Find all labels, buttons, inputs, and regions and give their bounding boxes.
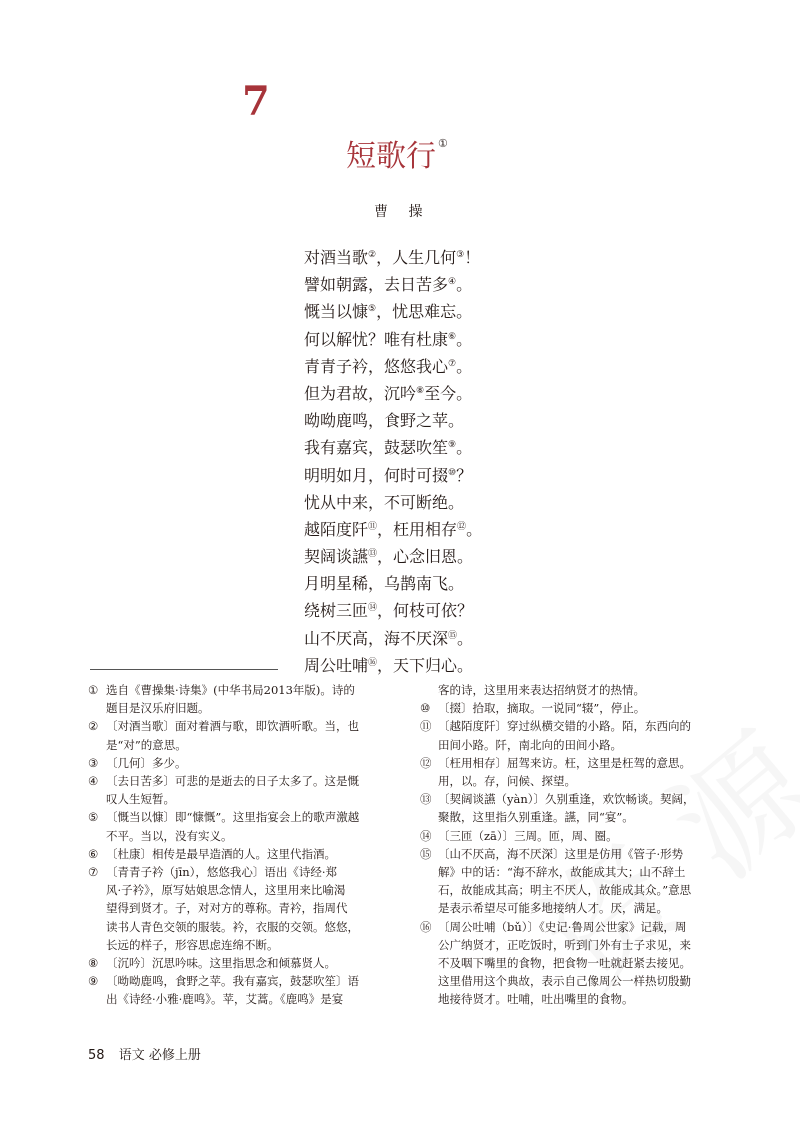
footnote-number: ③ xyxy=(88,755,99,770)
footnote-line xyxy=(420,990,720,1008)
poem-line xyxy=(304,543,482,570)
footnote-number: ⑦ xyxy=(88,865,99,880)
footnote-text: 〔掇〕拾取，摘取。一说同“辍”，停止。 xyxy=(438,701,646,716)
footnote-text: 叹人生短暂。 xyxy=(106,792,175,807)
page-number: 58 xyxy=(88,1048,105,1063)
footnote-line xyxy=(420,863,720,881)
poem-text: 忧从中来，不可断绝。 xyxy=(304,492,465,512)
footnote-line xyxy=(420,790,720,808)
footnote-text: 选自《曹操集·诗集》(中华书局2013年版)。诗的 xyxy=(106,683,355,697)
footnote-text: 〔沉吟〕沉思吟味。这里指思念和倾慕贤人。 xyxy=(106,956,336,971)
footnote-line xyxy=(88,790,378,808)
footnotes-left-column xyxy=(88,681,378,1009)
footnote-text: 客的诗，这里用来表达招纳贤才的热情。 xyxy=(438,683,645,697)
poem-text: 契阔谈讌 xyxy=(304,547,369,567)
footnotes-right-column xyxy=(420,681,720,1009)
footnote-divider xyxy=(90,669,278,670)
poem-text: ，枉用相存 xyxy=(377,519,458,539)
poem-text: ！ xyxy=(464,248,481,267)
footnote-line xyxy=(420,954,720,972)
poem-line xyxy=(304,625,482,652)
footnote-line xyxy=(88,918,378,936)
note-reference-mark: ⑭ xyxy=(368,603,378,614)
footnote-text: 〔呦呦鹿鸣，食野之苹。我有嘉宾，鼓瑟吹笙〕语 xyxy=(106,974,359,989)
poem-text: 何以解忧？唯有杜康 xyxy=(304,329,449,349)
poem-text: 。 xyxy=(456,438,473,458)
footnote-text: 不及咽下嘴里的食物，把食物一吐就赶紧去接见。 xyxy=(438,956,691,971)
footnote-line xyxy=(88,772,378,790)
footnote-number: ⑧ xyxy=(88,956,99,971)
footnote-number: ⑯ xyxy=(420,919,432,934)
footnote-text: 〔对酒当歌〕面对着酒与歌，即饮酒听歌。当，也 xyxy=(106,719,359,734)
footnote-number: ⑭ xyxy=(420,828,432,843)
footnote-text: 聚散，这里指久别重逢。讌，同“宴”。 xyxy=(438,810,634,825)
poem-line xyxy=(304,516,482,543)
poem-line xyxy=(304,462,482,489)
footnote-line xyxy=(420,808,720,826)
poem-line xyxy=(304,326,482,353)
footnote-number: ⑪ xyxy=(420,719,432,734)
footnote-text: 用，以。存，问候、探望。 xyxy=(438,774,576,789)
poem-text: ，人生几何 xyxy=(376,248,457,267)
footnote-text: 〔青青子衿（jīn），悠悠我心〕语出《诗经·郑 xyxy=(106,865,338,880)
poem-line xyxy=(304,407,482,434)
footnote-line xyxy=(420,681,720,699)
footnote-line xyxy=(88,990,378,1008)
footnote-text: 〔杜康〕相传是最早造酒的人。这里代指酒。 xyxy=(106,846,336,861)
poem-text: 我有嘉宾，鼓瑟吹笙 xyxy=(304,438,449,458)
poem-line xyxy=(304,597,482,624)
footnote-line xyxy=(88,936,378,954)
footnote-text: 地接待贤才。吐哺，吐出嘴里的食物。 xyxy=(438,992,634,1007)
footnote-text: 〔三匝（zā）〕三周。匝，周、圈。 xyxy=(438,828,618,843)
poem-line xyxy=(304,434,482,461)
footnote-line xyxy=(88,954,378,972)
footnote-line xyxy=(420,972,720,990)
footnote-text: 是“对”的意思。 xyxy=(106,737,187,752)
poem-line xyxy=(304,570,482,597)
poem-text: 明明如月，何时可掇 xyxy=(304,465,449,485)
footnote-text: 望得到贤才。子，对对方的尊称。青衿，指周代 xyxy=(106,901,348,916)
note-reference-mark: ⑫ xyxy=(457,521,467,532)
note-reference-mark: ⑬ xyxy=(368,549,378,560)
footnote-number: ⑫ xyxy=(420,755,432,770)
page-footer xyxy=(88,1044,201,1063)
title-note-mark: ① xyxy=(438,137,448,150)
footnote-line xyxy=(420,754,720,772)
poem-text: 。 xyxy=(456,356,473,376)
poem-text: 越陌度阡 xyxy=(304,519,369,539)
footnote-line xyxy=(88,863,378,881)
footnote-line xyxy=(88,699,378,717)
poem-text: 青青子衿，悠悠我心 xyxy=(304,356,449,376)
footnote-line xyxy=(88,754,378,772)
poem-title-text: 短歌行 xyxy=(346,139,436,174)
poem-line xyxy=(304,380,482,407)
poem-author: 曹 操 xyxy=(374,204,431,220)
poem-text: 。 xyxy=(456,275,473,295)
footnote-text: 〔慨当以慷〕即“慷慨”。这里指宴会上的歌声激越 xyxy=(106,810,360,825)
note-reference-mark: ⑦ xyxy=(448,358,457,369)
poem-text: 慨当以慷 xyxy=(304,302,369,322)
footnote-text: 公广纳贤才，正吃饭时，听到门外有士子求见，来 xyxy=(438,937,691,952)
poem-title xyxy=(346,137,448,174)
footnote-line xyxy=(420,772,720,790)
poem-text: 山不厌高，海不厌深 xyxy=(304,628,449,648)
poem-text: 譬如朝露，去日苦多 xyxy=(304,275,449,295)
footnote-text: 题目是汉乐府旧题。 xyxy=(106,701,210,716)
note-reference-mark: ⑨ xyxy=(448,440,457,451)
footnote-line xyxy=(420,899,720,917)
footnote-line xyxy=(88,881,378,899)
note-reference-mark: ④ xyxy=(448,277,457,288)
footnote-line xyxy=(88,845,378,863)
footnote-number: ① xyxy=(88,683,99,697)
footnote-text: 读书人青色交领的服装。衿，衣服的交领。悠悠， xyxy=(106,919,359,934)
footnote-text: 风·子衿》，原写姑娘思念情人，这里用来比喻渴 xyxy=(106,883,346,898)
footnote-text: 〔契阔谈讌（yàn）〕久别重逢，欢饮畅谈。契阔， xyxy=(438,792,695,807)
footnote-text: 是表示希望尽可能多地接纳人才。厌，满足。 xyxy=(438,901,668,916)
poem-line xyxy=(304,353,482,380)
poem-text: 。 xyxy=(456,329,473,349)
footnote-number: ⑩ xyxy=(420,701,431,716)
poem-text: ，何枝可依？ xyxy=(377,601,474,621)
poem-text: ，心念旧恩。 xyxy=(377,547,474,567)
footnote-text: 出《诗经·小雅·鹿鸣》。苹，艾蒿。《鹿鸣》是宴 xyxy=(106,992,344,1007)
footnote-text: 〔枉用相存〕屈驾来访。枉，这里是枉驾的意思。 xyxy=(438,755,691,770)
poem-body xyxy=(304,244,482,679)
footnote-line xyxy=(88,827,378,845)
footnote-text: 长远的样子，形容思虑连绵不断。 xyxy=(106,937,279,952)
note-reference-mark: ⑤ xyxy=(368,304,377,315)
footnote-text: 这里借用这个典故，表示自己像周公一样热切殷勤 xyxy=(438,974,691,989)
poem-text: 。 xyxy=(466,519,483,539)
note-reference-mark: ⑥ xyxy=(448,331,457,342)
footnote-line xyxy=(420,827,720,845)
poem-text: 月明星稀，乌鹊南飞。 xyxy=(304,574,465,594)
poem-text: 至今。 xyxy=(424,383,473,403)
footnote-line xyxy=(420,918,720,936)
poem-line xyxy=(304,489,482,516)
footnote-text: 〔周公吐哺（bǔ）〕《史记·鲁周公世家》记载，周 xyxy=(438,919,687,934)
note-reference-mark: ③ xyxy=(456,250,465,260)
poem-text: ，忧思难忘。 xyxy=(376,302,473,322)
poem-line xyxy=(304,652,482,679)
note-reference-mark: ⑮ xyxy=(448,630,458,641)
footnote-number: ② xyxy=(88,719,99,734)
footnote-text: 石，故能成其高；明主不厌人，故能成其众。”意思 xyxy=(438,883,692,898)
footnote-line xyxy=(88,899,378,917)
poem-text: 绕树三匝 xyxy=(304,601,369,621)
note-reference-mark: ⑩ xyxy=(448,467,457,478)
footnote-line xyxy=(88,808,378,826)
footnote-number: ④ xyxy=(88,774,99,789)
footnote-text: 〔去日苦多〕可悲的是逝去的日子太多了。这是慨 xyxy=(106,774,359,789)
poem-line xyxy=(304,298,482,325)
footnote-line xyxy=(88,736,378,754)
footnote-line xyxy=(420,881,720,899)
footnote-line xyxy=(420,845,720,863)
footnote-line xyxy=(88,681,378,699)
footnote-number: ⑥ xyxy=(88,846,99,861)
footnote-number: ⑬ xyxy=(420,792,432,807)
footnote-text: 〔几何〕多少。 xyxy=(106,755,187,770)
poem-text: 周公吐哺 xyxy=(304,655,369,675)
footnote-text: 田间小路。阡，南北向的田间小路。 xyxy=(438,737,622,752)
footnote-number: ⑤ xyxy=(88,810,99,825)
footnote-number: ⑨ xyxy=(88,974,99,989)
footnote-text: 解》中的话：“海不辞水，故能成其大；山不辞土 xyxy=(438,865,686,880)
footnote-number xyxy=(420,681,438,699)
footnote-number: ⑮ xyxy=(420,846,432,861)
note-reference-mark: ⑪ xyxy=(368,521,378,532)
poem-text: 。 xyxy=(457,628,474,648)
poem-line xyxy=(304,244,482,271)
poem-text: 但为君故，沉吟 xyxy=(304,383,417,403)
poem-text: ，天下归心。 xyxy=(377,655,474,675)
footnote-text: 〔越陌度阡〕穿过纵横交错的小路。陌，东西向的 xyxy=(438,719,691,734)
footnote-text: 不平。当以，没有实义。 xyxy=(106,828,233,843)
footnote-line xyxy=(420,717,720,735)
footnote-line xyxy=(88,972,378,990)
poem-text: 对酒当歌 xyxy=(304,248,369,267)
footnote-line xyxy=(420,699,720,717)
poem-text: 呦呦鹿鸣，食野之苹。 xyxy=(304,411,465,431)
footnote-line xyxy=(88,717,378,735)
note-reference-mark: ⑧ xyxy=(416,385,425,396)
poem-text: ？ xyxy=(456,465,473,485)
note-reference-mark: ⑯ xyxy=(368,657,378,668)
book-title: 语文 必修上册 xyxy=(118,1048,201,1063)
footnote-line xyxy=(420,936,720,954)
footnote-line xyxy=(420,736,720,754)
note-reference-mark: ② xyxy=(368,250,377,260)
lesson-number: 7 xyxy=(242,78,270,125)
poem-line xyxy=(304,271,482,298)
footnote-text: 〔山不厌高，海不厌深〕这里是仿用《管子·形势 xyxy=(438,846,684,861)
